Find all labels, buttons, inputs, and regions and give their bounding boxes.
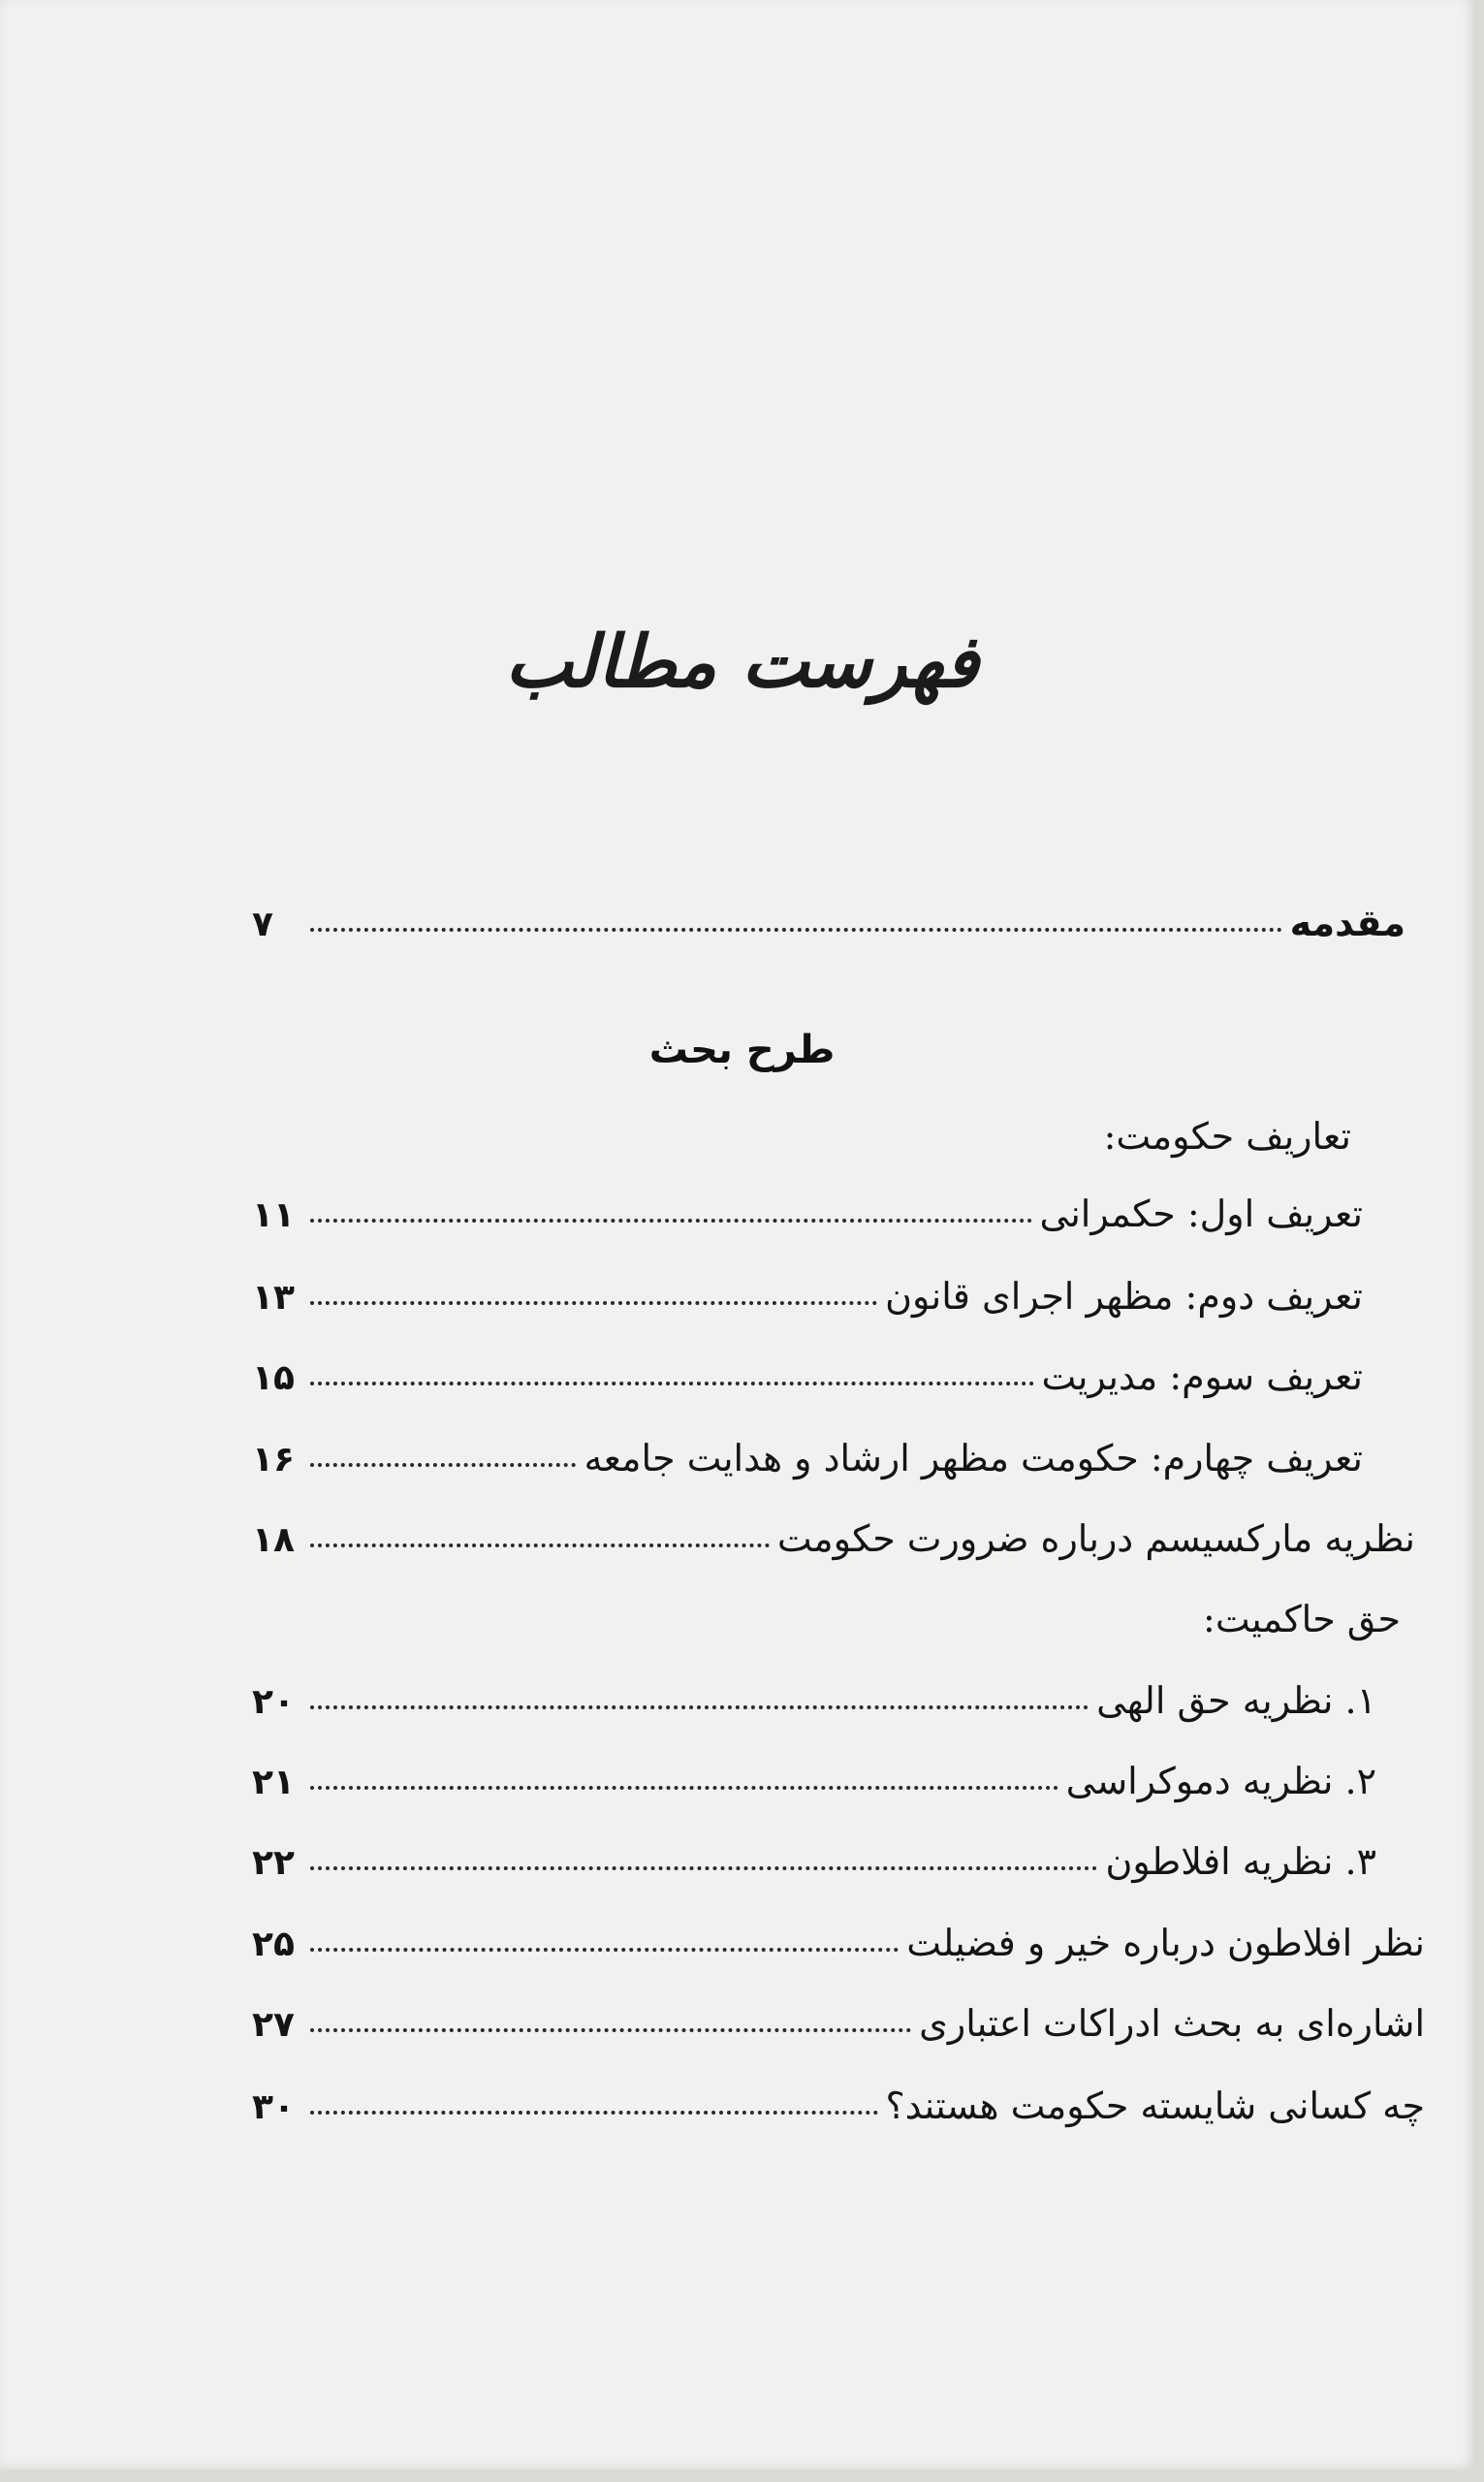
toc-entry <box>252 2084 1425 2143</box>
dot-leader <box>310 1946 899 1952</box>
toc-entry-label: تعریف دوم: مظهر اجرای قانون <box>885 1275 1363 1318</box>
dot-leader <box>310 1380 1034 1385</box>
toc-page-number: ۱۳ <box>252 1278 295 1318</box>
dot-leader <box>310 1542 770 1547</box>
toc-entry <box>252 1679 1376 1737</box>
toc-entry-label: ۲. نظریه دموکراسی <box>1065 1760 1376 1802</box>
toc-page-number: ۱۵ <box>252 1358 295 1398</box>
dot-leader <box>310 2026 911 2032</box>
toc-page-number: ۳۰ <box>252 2087 295 2127</box>
dot-leader <box>310 1784 1058 1790</box>
toc-page-number: ۱۸ <box>252 1520 295 1560</box>
dot-leader <box>310 1217 1032 1223</box>
toc-entry-label: مقدمه <box>1289 902 1405 944</box>
toc-entry-label: اشاره‌ای به بحث ادراکات اعتباری <box>919 2002 1425 2045</box>
toc-entry <box>252 2002 1425 2060</box>
toc-entry-label: تعریف اول: حکمرانی <box>1039 1193 1363 1235</box>
dot-leader <box>310 1864 1097 1870</box>
toc-entry <box>252 1840 1376 1898</box>
toc-entry <box>252 1437 1363 1495</box>
dot-leader <box>310 1461 576 1467</box>
toc-page-number: ۱۱ <box>252 1195 295 1235</box>
toc-entry-label: نظریه مارکسیسم درباره ضرورت حکومت <box>776 1517 1415 1560</box>
toc-entry-label: تعریف سوم: مدیریت <box>1041 1355 1363 1398</box>
toc-page-number: ۲۰ <box>252 1682 295 1722</box>
toc-entry-label: چه کسانی شایسته حکومت هستند؟ <box>885 2084 1425 2127</box>
toc-entry <box>252 1760 1376 1818</box>
toc-entry <box>252 1275 1363 1333</box>
toc-entry-intro <box>252 902 1405 960</box>
page-title: فهرست مطالب <box>505 620 979 704</box>
toc-entry-label: ۱. نظریه حق الهی <box>1096 1679 1376 1722</box>
toc-page-number: ۲۱ <box>252 1763 295 1802</box>
toc-entry <box>252 1355 1363 1414</box>
toc-page-number: ۲۵ <box>252 1925 295 1964</box>
toc-entry-label: تعریف چهارم: حکومت مظهر ارشاد و هدایت جامعه <box>584 1437 1363 1480</box>
toc-page-number: ۱۶ <box>252 1440 295 1480</box>
toc-entry-label: نظر افلاطون درباره خیر و فضیلت <box>906 1922 1425 1964</box>
section-title: طرح بحث <box>648 1028 836 1072</box>
toc-heading-definitions: تعاریف حکومت: <box>1103 1115 1351 1158</box>
toc-entry <box>252 1193 1363 1251</box>
dot-leader <box>310 926 1282 932</box>
toc-entry-marxism <box>252 1517 1415 1575</box>
toc-entry-label: ۳. نظریه افلاطون <box>1105 1840 1376 1883</box>
toc-entry <box>252 1922 1425 1980</box>
dot-leader <box>310 2109 878 2115</box>
dot-leader <box>310 1299 877 1305</box>
dot-leader <box>310 1703 1089 1709</box>
toc-page-number: ۷ <box>252 905 273 944</box>
toc-page-number: ۲۲ <box>252 1843 295 1883</box>
toc-heading-sovereignty: حق حاکمیت: <box>1203 1598 1401 1640</box>
toc-page-number: ۲۷ <box>252 2005 295 2045</box>
